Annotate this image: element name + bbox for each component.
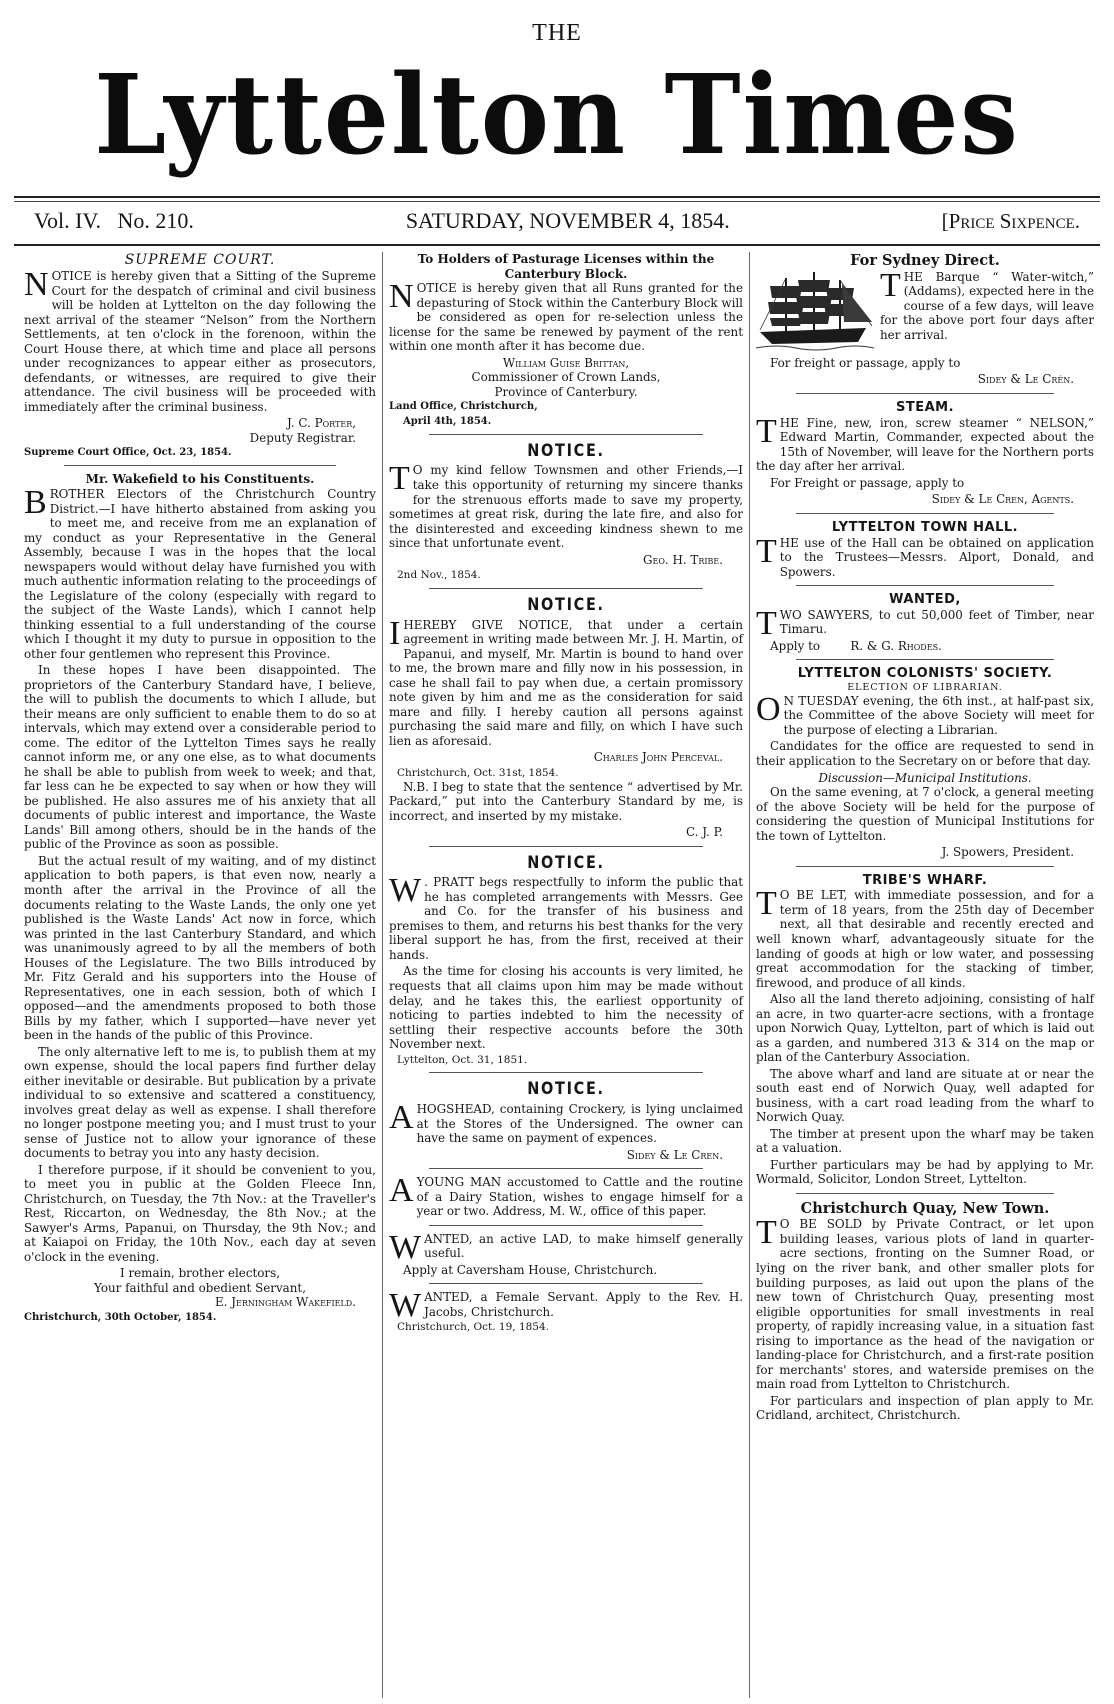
young-man-ad <box>389 1172 743 1219</box>
sailing-ship-icon <box>756 270 874 356</box>
divider <box>429 1225 703 1226</box>
divider <box>796 513 1054 514</box>
divider <box>429 846 703 847</box>
drop-cap: N <box>24 266 49 304</box>
pratt-dateline: Lyttelton, Oct. 31, 1851. <box>397 1053 528 1066</box>
drop-cap: O <box>756 690 781 728</box>
supreme-court-heading: SUPREME COURT. <box>124 252 276 268</box>
steam-signature: Sidey & Le Cren, Agents. <box>931 492 1074 507</box>
columns <box>18 252 1100 1698</box>
drop-cap: T <box>756 604 777 642</box>
divider <box>429 588 703 589</box>
christchurch-quay-ad <box>756 1200 1094 1423</box>
sydney-ad <box>756 252 1094 387</box>
sawyers-body: WO SAWYERS, to cut 50,000 feet of Timber, near Timaru. <box>779 607 1094 637</box>
issue-price: [Price Sixpence. <box>941 208 1080 233</box>
column-3 <box>749 252 1100 1698</box>
pratt-paragraph-2: As the time for closing his accounts is very limited, he requests that all claims upon him may be made without delay, and he takes this, the earliest opportunity of noticing to parties indebted to him the necessity of settling their respective accounts before the 30th November next. <box>389 964 743 1052</box>
quay-paragraph-2: For particulars and inspection of plan apply to Mr. Cridland, architect, Christchurch. <box>756 1393 1094 1423</box>
perceval-nb: N.B. I beg to state that the sentence “ advertised by Mr. Packard,” put into the Canterbury Standard by me, is incorrect, and inserted by my mistake. <box>389 779 743 823</box>
dateline-bar <box>34 206 1080 236</box>
town-hall-heading: LYTTELTON TOWN HALL. <box>831 519 1019 535</box>
pasturage-body: OTICE is hereby given that all Runs granted for the depasturing of Stock within the Canterbury Block will be considered as open for re-selection unless the license for the same be renewed by payment of the rent within one month after it has become due. <box>389 281 743 354</box>
divider <box>429 1283 703 1284</box>
pasturage-title-1: Commissioner of Crown Lands, <box>471 370 661 385</box>
colonists-signature: J. Spowers, President. <box>941 845 1074 860</box>
perceval-signature: Charles John Perceval. <box>593 750 723 765</box>
wanted-lad-ad <box>389 1228 743 1278</box>
sawyers-apply: Apply to <box>770 638 821 653</box>
drop-cap: T <box>756 1214 777 1252</box>
town-hall-body: HE use of the Hall can be obtained on application to the Trustees—Messrs. Alport, Donald, and Spowers. <box>779 535 1094 579</box>
wharf-paragraph-3: The above wharf and land are situate at or near the south east end of Norwich Quay, well adapted for business, with a cart road leading from the wharf to Norwich Quay. <box>756 1066 1094 1125</box>
drop-cap: T <box>756 532 777 570</box>
tribe-notice <box>389 441 743 582</box>
wakefield-paragraph-4: The only alternative left to me is, to publish them at my own expense, should the local papers find further delay either inevitable or desirable. But publication by a private individual to so extensive and scattered a constituency, involves great delay as well as expense. I shall therefore no longer postpone meeting you; and I must trust to your sense of Justice not to allow your ignorance of these documents to betray you into any hasty decision. <box>24 1044 376 1161</box>
divider <box>796 659 1054 660</box>
divider <box>796 393 1054 394</box>
sawyers-ad <box>756 592 1094 653</box>
divider <box>796 1193 1054 1194</box>
volume: Vol. IV. <box>34 208 102 233</box>
wanted-lad-apply: Apply at Caversham House, Christchurch. <box>403 1262 658 1277</box>
crockery-heading: NOTICE. <box>527 1079 605 1100</box>
sydney-body: HE Barque “ Water-witch,” (Addams), expected here in the course of a few days, will leave for the above port four days after her arrival. <box>880 269 1094 342</box>
sydney-ship-row <box>756 266 1094 356</box>
tribe-notice-body: O my kind fellow Townsmen and other Friends,—I take this opportunity of returning my sincere thanks for the strenuous efforts made to save my property, sometimes at great risk, during the late fire, and also for the disinterested and exceeding kindness shewn to me since that unfortunate event. <box>389 463 743 551</box>
pasturage-title-2: Province of Canterbury. <box>494 384 638 399</box>
perceval-dateline: Christchurch, Oct. 31st, 1854. <box>397 766 559 779</box>
steam-body: HE Fine, new, iron, screw steamer “ NELSON,” Edward Martin, Commander, expected about the 15th of November, will leave for the Northern ports the day after her arrival. <box>756 415 1094 474</box>
colonists-body: N TUESDAY evening, the 6th inst., at half-past six, the Committee of the above Society will meet for the purpose of electing a Librarian. <box>783 693 1094 737</box>
sawyers-heading: WANTED, <box>889 592 961 608</box>
pasturage-signature: William Guise Brittan, <box>502 355 630 370</box>
issue-number: No. 210. <box>117 208 194 233</box>
supreme-court-notice <box>24 252 376 459</box>
wharf-heading: TRIBE'S WHARF. <box>862 872 988 888</box>
perceval-notice <box>389 595 743 840</box>
wakefield-paragraph-2: In these hopes I have been disappointed. The proprietors of the Canterbury Standard have, I believe, the will to publish the documents to which I allude, but their means are only sufficient to enable them to do so at intervals, which may extend over a considerable period to come. The editor of the Lyttelton Times says he really cannot inform me, or any one else, as to what documents he shall be able to publish from week to week; and that, far less can he be expected to say when or how they will be published. He also assures me of his anxiety that all documents of public interest and importance, the Waste Lands' Bill among others, should be in the hands of the public of the Province as soon as possible. <box>24 663 376 852</box>
drop-cap: T <box>756 885 777 923</box>
pratt-notice <box>389 853 743 1067</box>
column-1 <box>18 252 382 1698</box>
wanted-servant-body: ANTED, a Female Servant. Apply to the Rev. H. Jacobs, Christchurch. <box>424 1290 743 1319</box>
masthead-title: Lyttelton Times <box>94 50 1020 179</box>
wanted-servant-dateline: Christchurch, Oct. 19, 1854. <box>397 1321 550 1334</box>
drop-cap: W <box>389 1228 422 1266</box>
crockery-body: HOGSHEAD, containing Crockery, is lying unclaimed at the Stores of the Undersigned. The owner can have the same on payment of expences. <box>416 1102 743 1146</box>
masthead-rule-thin <box>14 201 1100 202</box>
wakefield-closing-1: I remain, brother electors, <box>119 1266 280 1281</box>
sawyers-signature: R. & G. Rhodes. <box>850 638 942 653</box>
quay-heading: Christchurch Quay, New Town. <box>800 1199 1050 1217</box>
masthead-the: THE <box>532 20 582 46</box>
steam-heading: STEAM. <box>895 399 955 415</box>
quay-paragraph-1: O BE SOLD by Private Contract, or let upon building leases, various plots of land in quarter-acre sections, fronting on the Sumner Road, or lying on the river bank, and other smaller plots for building purposes, as laid out upon the plans of the new town of Christchurch Quay, presenting most eligible opportunities for small investments in real property, of rapidly increasing value, in a situation fast rising to importance as the head of the navigation or landing-place for Christchurch, and a first-rate position for merchants' stores, and waterside premises on the main road from Lyttelton to Christchurch. <box>756 1217 1094 1392</box>
drop-cap: B <box>24 484 47 522</box>
crockery-notice <box>389 1079 743 1162</box>
masthead-rule <box>14 196 1100 198</box>
drop-cap: W <box>389 1287 422 1325</box>
pratt-heading: NOTICE. <box>527 852 605 873</box>
colonists-heading: LYTTELTON COLONISTS' SOCIETY. <box>797 666 1053 682</box>
wakefield-closing-2: Your faithful and obedient Servant, <box>94 1280 306 1295</box>
sydney-body-wrap <box>880 266 1094 345</box>
wanted-lad-body: ANTED, an active LAD, to make himself generally useful. <box>424 1231 743 1261</box>
drop-cap: A <box>389 1099 414 1137</box>
supreme-court-title: Deputy Registrar. <box>249 430 356 445</box>
wakefield-dateline: Christchurch, 30th October, 1854. <box>24 1311 217 1323</box>
divider <box>429 1072 703 1073</box>
drop-cap: T <box>756 412 777 450</box>
wakefield-paragraph-5: I therefore purpose, if it should be convenient to you, to meet you in public at the Golden Fleece Inn, Christchurch, on Tuesday, the 7th Nov.: at the Traveller's Rest, Riccarton, on Wednesday, the 8th Nov.; at the Sawyer's Arms, Papanui, on Thursday, the 9th Nov.; and at Kaiapoi on Friday, the 10th Nov., each day at seven o'clock in the evening. <box>24 1162 376 1264</box>
colonists-discussion: Discussion—Municipal Institutions. <box>818 770 1032 785</box>
drop-cap: W <box>389 872 422 910</box>
divider <box>429 1168 703 1169</box>
divider <box>796 585 1054 586</box>
divider <box>64 465 336 466</box>
wakefield-signature: E. Jerningham Wakefield. <box>214 1295 356 1310</box>
issue-date: SATURDAY, NOVEMBER 4, 1854. <box>405 208 730 233</box>
young-man-body: YOUNG MAN accustomed to Cattle and the routine of a Dairy Station, wishes to engage himself for a year or two. Address, M. W., office of this paper. <box>416 1175 743 1219</box>
pratt-paragraph-1: . PRATT begs respectfully to inform the public that he has completed arrangements with Messrs. Gee and Co. for the transfer of his business and premises to them, and returns his best thanks for the very liberal support he has, from the first, received at their hands. <box>389 875 743 962</box>
pasturage-dateline-1: Land Office, Christchurch, <box>389 401 538 413</box>
perceval-heading: NOTICE. <box>527 594 605 615</box>
issue-info <box>34 208 194 234</box>
crockery-signature: Sidey & Le Cren. <box>626 1147 723 1162</box>
wanted-servant-ad <box>389 1287 743 1334</box>
colonists-paragraph-2: Candidates for the office are requested to send in their application to the Secretary on or before that day. <box>756 739 1094 768</box>
wharf-paragraph-1: O BE LET, with immediate possession, and for a term of 18 years, from the 25th day of December next, all that desirable and recently erected and well known wharf, advantageously situate for the landing of goods at high or low water, and possessing great accommodation for the stacking of timber, firewood, and produce of all kinds. <box>756 888 1094 990</box>
wakefield-paragraph-1: ROTHER Electors of the Christchurch Country District.—I have hitherto abstained from asking you to meet me, and receive from me an explanation of my conduct as your Representative in the General Assembly, because I was in the hopes that the local newspapers would without delay have furnished you with much authentic information relating to the proceedings of the Legislature of the colony (especially with regard to the subject of the Waste Lands), which I cannot help thinking essential to a full understanding of the course which I thought it my duty to pursue in opposition to the other four gentlemen who represent this Province. <box>24 487 376 661</box>
divider <box>796 866 1054 867</box>
sawyers-apply-line <box>756 639 1094 654</box>
colonists-subheading: ELECTION OF LIBRARIAN. <box>847 682 1003 694</box>
wakefield-paragraph-3: But the actual result of my waiting, and of my distinct application to both papers, is that even now, nearly a month after the arrival in the Province of all the documents relating to the Waste Lands, the only one yet published is the Waste Lands' Act now in force, which was printed in the last Canterbury Standard, and which was unanimously agreed to by all the members of both Houses of the Legislature. The two Bills introduced by Mr. Fitz Gerald and his supporters into the House of Representatives, one in each session, both of which I opposed—and the amendments proposed to both those Bills by my father, which I supported—have never yet been in the hands of the public of this Province. <box>24 853 376 1043</box>
town-hall-ad <box>756 520 1094 579</box>
wharf-paragraph-4: The timber at present upon the wharf may be taken at a valuation. <box>756 1126 1094 1156</box>
sydney-signature: Sidey & Le Crén. <box>977 372 1074 387</box>
pasturage-heading: To Holders of Pasturage Licenses within the Canterbury Block. <box>417 252 715 281</box>
drop-cap: N <box>389 278 414 316</box>
supreme-court-dateline: Supreme Court Office, Oct. 23, 1854. <box>24 447 232 459</box>
pasturage-notice <box>389 252 743 428</box>
tribe-notice-heading: NOTICE. <box>527 440 605 461</box>
tribe-notice-dateline: 2nd Nov., 1854. <box>397 569 481 582</box>
column-2 <box>382 252 749 1698</box>
pasturage-dateline-2: April 4th, 1854. <box>403 415 492 427</box>
perceval-nb-signature: C. J. P. <box>685 825 723 840</box>
drop-cap: I <box>389 614 401 652</box>
drop-cap: T <box>389 460 410 498</box>
wharf-paragraph-5: Further particulars may be had by applying to Mr. Wormald, Solicitor, London Street, Lyttelton. <box>756 1157 1094 1187</box>
wakefield-heading: Mr. Wakefield to his Constituents. <box>85 472 315 487</box>
wakefield-letter <box>24 472 376 1324</box>
tribes-wharf-ad <box>756 873 1094 1187</box>
dateline-rule <box>14 244 1100 246</box>
sydney-apply: For freight or passage, apply to <box>770 355 961 370</box>
sydney-heading: For Sydney Direct. <box>850 252 1000 269</box>
drop-cap: T <box>880 266 901 304</box>
wharf-paragraph-2: Also all the land thereto adjoining, consisting of half an acre, in two quarter-acre sections, with a frontage upon Norwich Quay, Lyttelton, part of which is laid out as a garden, and numbered 313 & 314 on the map or plan of the Canterbury Association. <box>756 992 1094 1065</box>
steam-ad <box>756 400 1094 507</box>
drop-cap: A <box>389 1172 414 1210</box>
steam-apply: For Freight or passage, apply to <box>770 475 965 490</box>
supreme-court-signature: J. C. Porter, <box>286 416 356 431</box>
perceval-body: HEREBY GIVE NOTICE, that under a certain agreement in writing made between Mr. J. H. Martin, of Papanui, and myself, Mr. Martin is bound to hand over to me, the brown mare and filly now in his possession, in case he shall fail to pay when due, a certain promissory note given by him and me as the consideration for said mare and filly. I hereby caution all persons against purchasing the said mare and filly, on which I have such lien as aforesaid. <box>389 617 743 748</box>
colonists-paragraph-3: On the same evening, at 7 o'clock, a general meeting of the above Society will be held for the purpose of considering the question of Municipal Institutions for the town of Lyttelton. <box>756 785 1094 843</box>
colonists-society-ad <box>756 666 1094 859</box>
tribe-notice-signature: Geo. H. Tribe. <box>643 552 723 567</box>
supreme-court-body: OTICE is hereby given that a Sitting of the Supreme Court for the despatch of criminal and civil business will be holden at Lyttelton on the day following the next arrival of the steamer “Nelson” from the Northern Settlements, at ten o'clock in the forenoon, within the Court House there, at which time and place all persons under recognizances to appear either as prosecutors, defendants, or witnesses, are required to give their attendance. The civil business will be proceeded with immediately after the criminal business. <box>24 269 376 414</box>
divider <box>429 434 703 435</box>
